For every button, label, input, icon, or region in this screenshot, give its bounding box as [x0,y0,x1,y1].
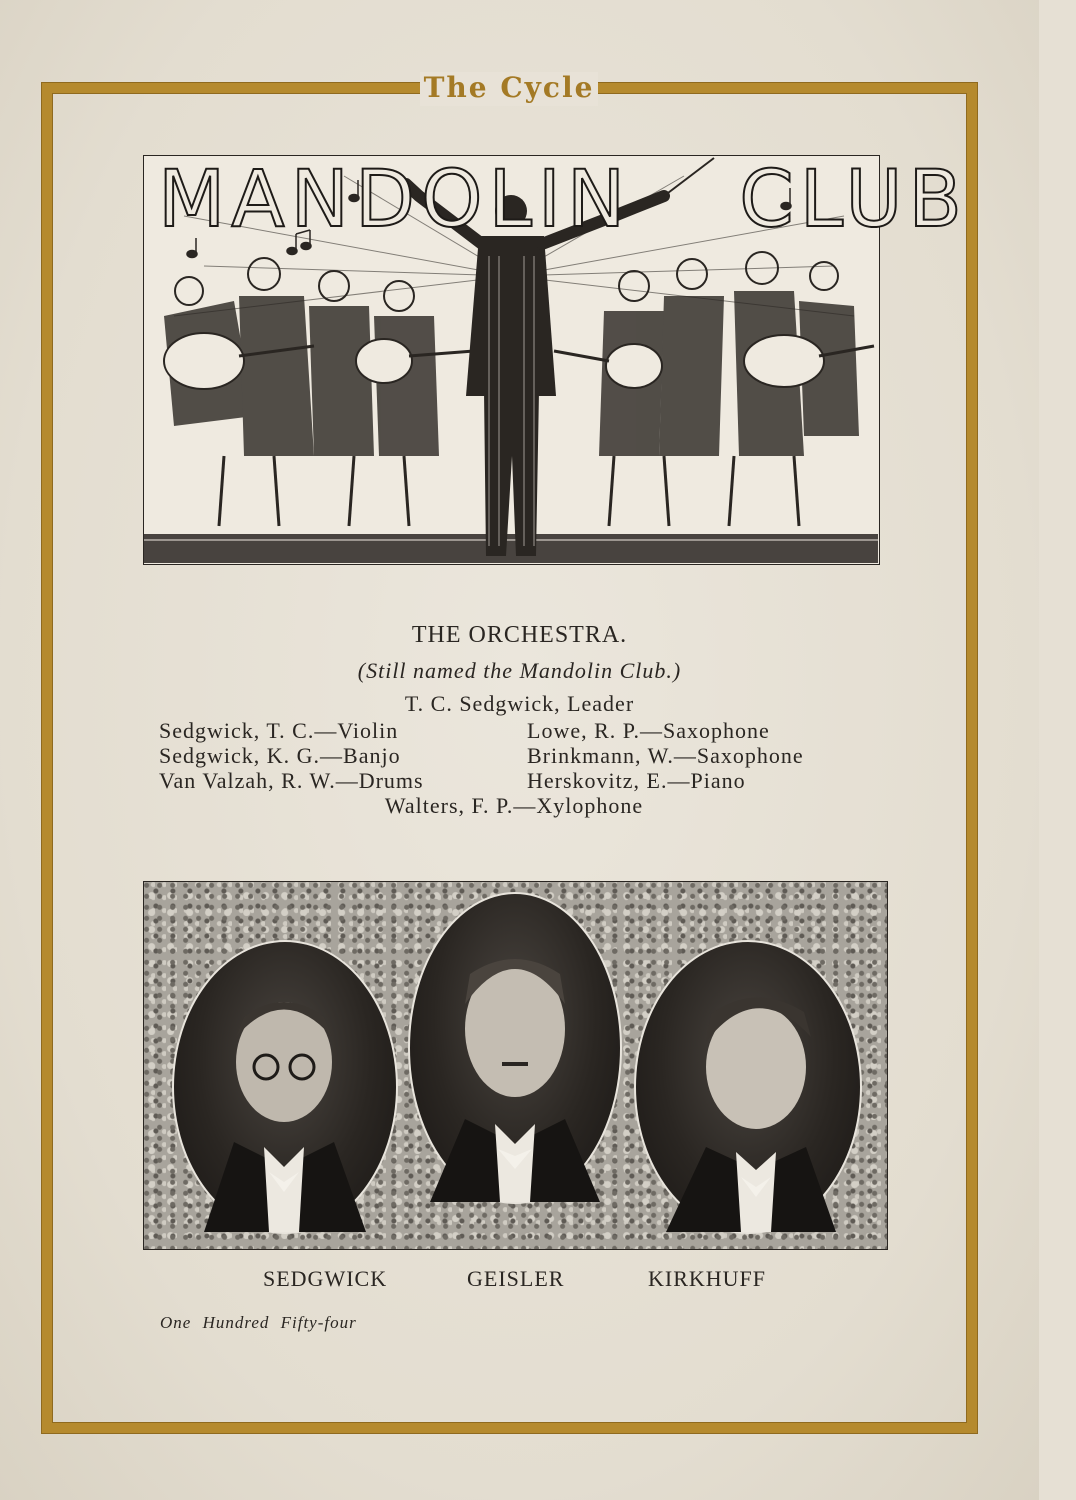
title-word-mandolin: MANDOLIN [158,155,632,245]
portrait-photo-sedgwick [172,940,398,1234]
roster-entry: Lowe, R. P.—Saxophone [527,718,770,743]
running-header-title: The Cycle [423,71,595,104]
roster-entry: Herskovitz, E.—Piano [527,768,746,793]
portrait-figure [174,942,396,1232]
roster-entry-centered: Walters, F. P.—Xylophone [384,793,644,818]
roster-left-column [159,718,424,793]
mandolin-club-illustration [143,155,968,565]
portrait-photo-kirkhuff [634,940,862,1234]
portrait-photo-geisler [408,892,622,1204]
page-number: One Hundred Fifty-four [160,1313,357,1332]
portrait-figure [636,942,860,1232]
roster-entry: Van Valzah, R. W.—Drums [159,768,424,793]
portrait-name-sedgwick: SEDGWICK [263,1266,388,1291]
orchestra-subtitle: (Still named the Mandolin Club.) [357,658,682,683]
portrait-name-kirkhuff: KIRKHUFF [648,1266,767,1291]
title-word-club: CLUB [739,155,968,245]
portrait-figure [410,894,620,1202]
roster-right-column [527,718,804,793]
orchestra-leader: T. C. Sedgwick, Leader [404,691,635,716]
portrait-panel [143,881,888,1250]
roster-entry: Sedgwick, K. G.—Banjo [159,743,401,768]
portrait-name-geisler: GEISLER [467,1266,565,1291]
illustration-title [144,155,968,245]
roster-entry: Brinkmann, W.—Saxophone [527,743,804,768]
roster-entry: Sedgwick, T. C.—Violin [159,718,399,743]
orchestra-heading: THE ORCHESTRA. [411,622,628,648]
